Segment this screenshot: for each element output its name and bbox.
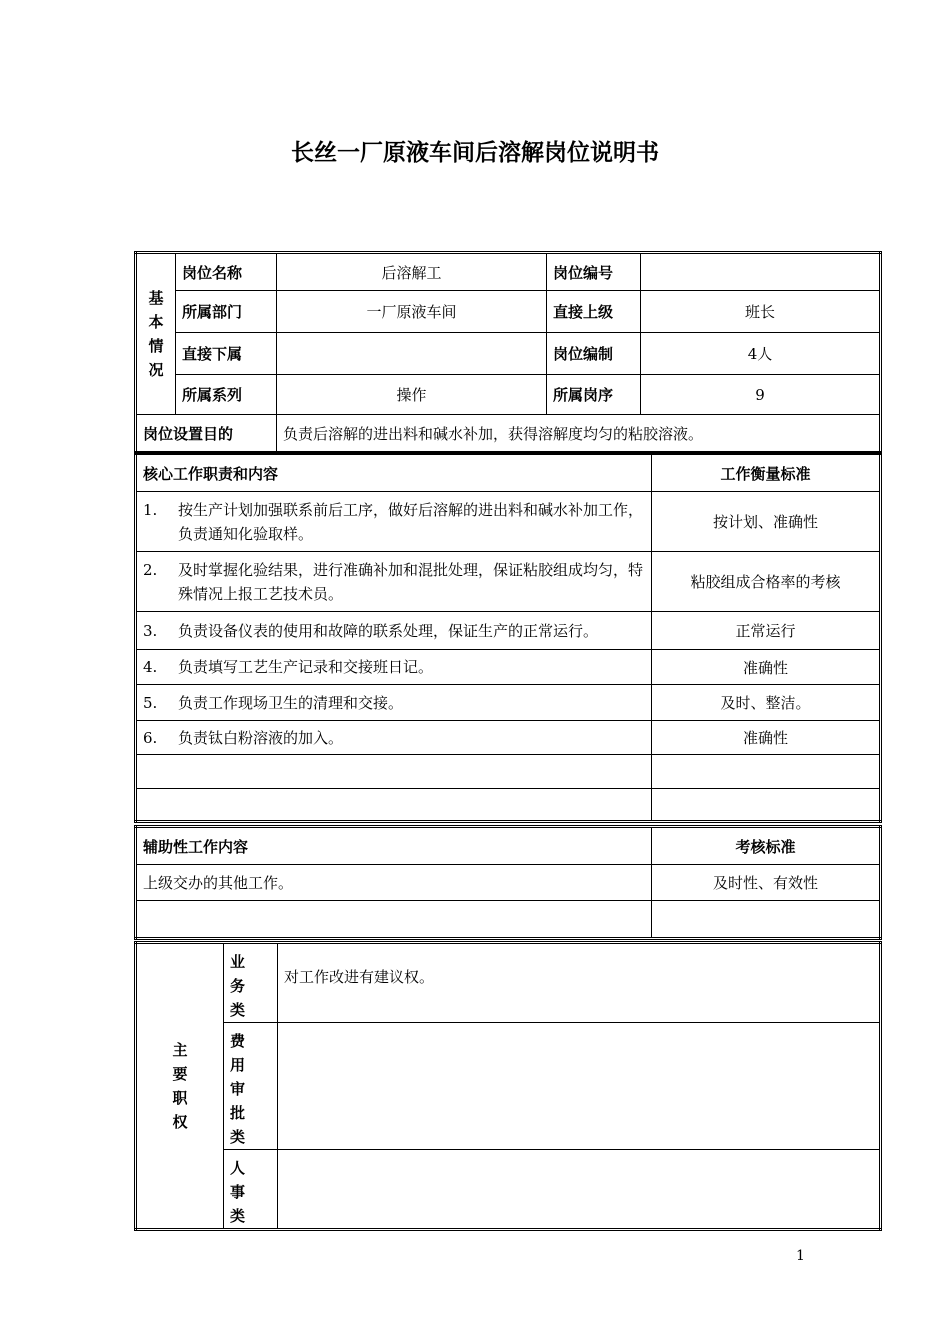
field-label: 岗位名称 [176,253,277,291]
duty-text: 2. 及时掌握化验结果，进行准确补加和混批处理，保证粘胶组成均匀，特殊情况上报工艺技术员。 [136,552,652,612]
auxiliary-work-table [134,825,882,940]
authority-label: 业务 类 [224,943,278,1023]
aux-text: 上级交办的其他工作。 [136,865,652,901]
duty-text: 5. 负责工作现场卫生的清理和交接。 [136,685,652,721]
core-duties-table [134,452,882,823]
field-value: 9 [641,375,881,415]
duty-text: 4. 负责填写工艺生产记录和交接班日记。 [136,650,652,685]
table-row [136,612,881,650]
duty-standard: 正常运行 [652,612,881,650]
core-standard-header: 工作衡量标准 [652,454,881,492]
authority-label: 人事 类 [224,1150,278,1230]
basic-section-label: 基 本 情 况 [136,253,176,415]
authority-value [278,1150,881,1230]
field-value [277,333,547,375]
core-header: 核心工作职责和内容 [136,454,652,492]
basic-info-table [134,251,882,454]
field-label: 所属部门 [176,291,277,333]
duty-text: 6. 负责钛白粉溶液的加入。 [136,721,652,755]
table-row [136,789,881,822]
field-value: 后溶解工 [277,253,547,291]
field-label: 岗位编制 [547,333,641,375]
field-value [641,253,881,291]
table-row [136,552,881,612]
duty-text: 1. 按生产计划加强联系前后工序，做好后溶解的进出料和碱水补加工作，负责通知化验取样。 [136,492,652,552]
field-value: 一厂原液车间 [277,291,547,333]
page-number: 1 [796,1248,805,1264]
duty-text: 3. 负责设备仪表的使用和故障的联系处理，保证生产的正常运行。 [136,612,652,650]
authority-label: 费用 审批 类 [224,1023,278,1150]
authority-value: 对工作改进有建议权。 [278,943,881,1023]
duty-standard: 按计划、准确性 [652,492,881,552]
field-label: 直接下属 [176,333,277,375]
document-title: 长丝一厂原液车间后溶解岗位说明书 [291,140,659,166]
purpose-value: 负责后溶解的进出料和碱水补加，获得溶解度均匀的粘胶溶液。 [277,415,881,453]
field-label: 直接上级 [547,291,641,333]
table-row [136,650,881,685]
aux-header: 辅助性工作内容 [136,827,652,865]
duty-standard: 准确性 [652,650,881,685]
duty-standard: 准确性 [652,721,881,755]
authority-table [134,941,882,1231]
field-value: 4人 [641,333,881,375]
field-label: 所属系列 [176,375,277,415]
field-value: 班长 [641,291,881,333]
field-value: 操作 [277,375,547,415]
duty-standard: 粘胶组成合格率的考核 [652,552,881,612]
aux-standard: 及时性、有效性 [652,865,881,901]
table-row [136,685,881,721]
authority-value [278,1023,881,1150]
table-row [136,755,881,789]
table-row [136,492,881,552]
authority-section-label: 主 要 职 权 [136,943,224,1230]
table-row [136,721,881,755]
duty-standard: 及时、整洁。 [652,685,881,721]
field-label: 所属岗序 [547,375,641,415]
field-label: 岗位编号 [547,253,641,291]
table-row [136,901,881,939]
table-row [136,865,881,901]
purpose-label: 岗位设置目的 [136,415,277,453]
aux-standard-header: 考核标准 [652,827,881,865]
